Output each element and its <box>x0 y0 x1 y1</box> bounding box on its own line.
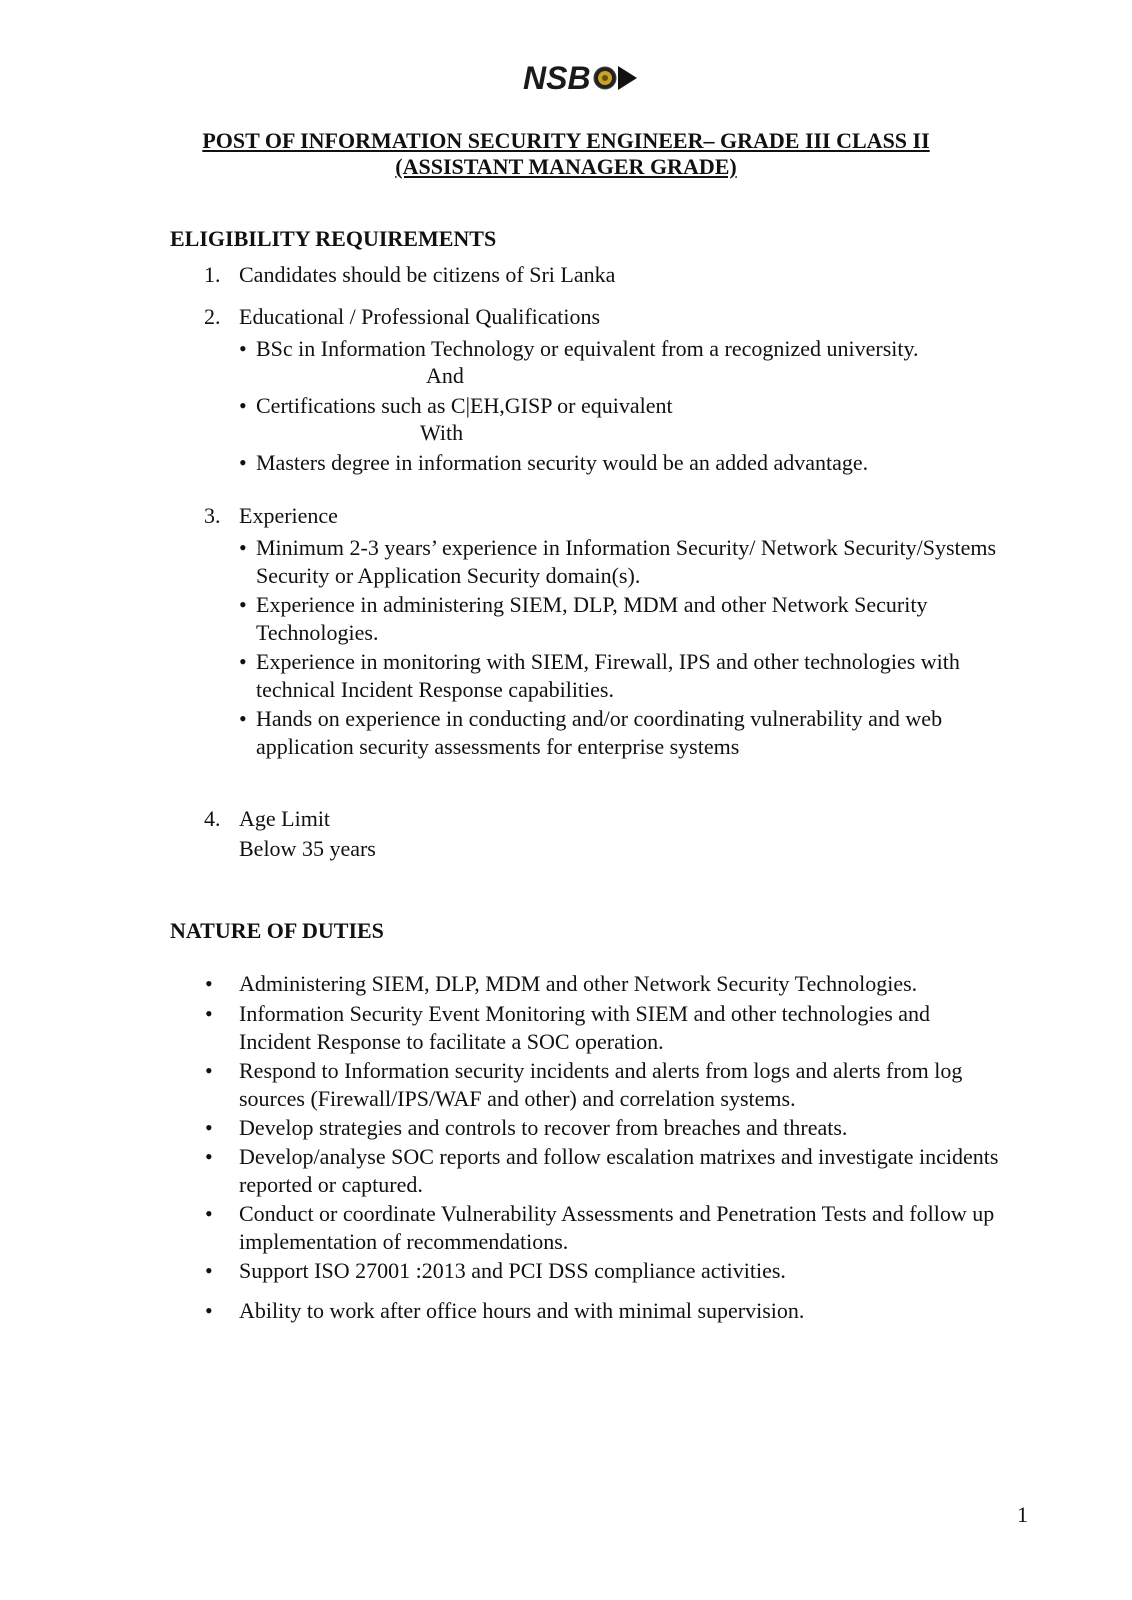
bullet-icon: • <box>205 1058 213 1083</box>
experience-item-cont: Technologies. <box>256 620 379 645</box>
bullet-icon: • <box>205 1201 213 1226</box>
bullet-icon: • <box>239 336 247 361</box>
connector-text: And <box>426 363 464 388</box>
bullet-icon: • <box>205 971 213 996</box>
bullet-icon: • <box>205 1144 213 1169</box>
qualification-item: BSc in Information Technology or equivalent from a recognized university. <box>256 336 919 361</box>
page-subtitle: (ASSISTANT MANAGER GRADE) <box>395 154 737 179</box>
eligibility-heading: ELIGIBILITY REQUIREMENTS <box>170 226 497 251</box>
list-number: 2. <box>204 304 221 329</box>
age-limit-value: Below 35 years <box>239 836 376 861</box>
bullet-icon: • <box>239 592 247 617</box>
duty-item: Ability to work after office hours and with minimal supervision. <box>239 1298 805 1323</box>
experience-item-cont: technical Incident Response capabilities. <box>256 677 614 702</box>
nsb-seal-arrow-logo <box>523 58 653 98</box>
nsb-logo <box>523 58 653 98</box>
bullet-icon: • <box>205 1115 213 1140</box>
experience-item-cont: application security assessments for enterprise systems <box>256 734 740 759</box>
list-item: Experience <box>239 503 338 528</box>
duty-item: Information Security Event Monitoring with SIEM and other technologies and <box>239 1001 931 1026</box>
logo-text: NSB <box>523 60 591 96</box>
list-number: 1. <box>204 262 221 287</box>
experience-item: Experience in administering SIEM, DLP, MDM and other Network Security <box>256 592 928 617</box>
experience-item: Hands on experience in conducting and/or coordinating vulnerability and web <box>256 706 943 731</box>
list-number: 4. <box>204 806 221 831</box>
page-title: POST OF INFORMATION SECURITY ENGINEER– GRADE III CLASS II <box>202 128 930 153</box>
experience-item: Minimum 2-3 years’ experience in Information Security/ Network Security/Systems <box>256 535 997 560</box>
list-item: Age Limit <box>239 806 331 831</box>
duty-item-cont: Incident Response to facilitate a SOC operation. <box>239 1029 664 1054</box>
qualification-item: Masters degree in information security would be an added advantage. <box>256 450 869 475</box>
duty-item-cont: implementation of recommendations. <box>239 1229 569 1254</box>
duty-item: Develop strategies and controls to recover from breaches and threats. <box>239 1115 848 1140</box>
duty-item-cont: sources (Firewall/IPS/WAF and other) and correlation systems. <box>239 1086 796 1111</box>
list-number: 3. <box>204 503 221 528</box>
connector-text: With <box>420 420 464 445</box>
duty-item: Conduct or coordinate Vulnerability Assessments and Penetration Tests and follow up <box>239 1201 995 1226</box>
bullet-icon: • <box>239 706 247 731</box>
bullet-icon: • <box>205 1001 213 1026</box>
duty-item: Support ISO 27001 :2013 and PCI DSS compliance activities. <box>239 1258 786 1283</box>
bullet-icon: • <box>239 393 247 418</box>
bullet-icon: • <box>239 450 247 475</box>
experience-item: Experience in monitoring with SIEM, Firewall, IPS and other technologies with <box>256 649 960 674</box>
page-number: 1 <box>1017 1502 1028 1527</box>
duty-item: Respond to Information security incidents and alerts from logs and alerts from log <box>239 1058 963 1083</box>
bullet-icon: • <box>239 649 247 674</box>
duties-heading: NATURE OF DUTIES <box>170 918 384 943</box>
bullet-icon: • <box>205 1258 213 1283</box>
list-item: Candidates should be citizens of Sri Lanka <box>239 262 616 287</box>
bullet-icon: • <box>205 1298 213 1323</box>
duty-item: Administering SIEM, DLP, MDM and other Network Security Technologies. <box>239 971 918 996</box>
experience-item-cont: Security or Application Security domain(s). <box>256 563 641 588</box>
list-item: Educational / Professional Qualifications <box>239 304 601 329</box>
bullet-icon: • <box>239 535 247 560</box>
duty-item-cont: reported or captured. <box>239 1172 423 1197</box>
qualification-item: Certifications such as C|EH,GISP or equivalent <box>256 393 673 418</box>
duty-item: Develop/analyse SOC reports and follow escalation matrixes and investigate incidents <box>239 1144 999 1169</box>
